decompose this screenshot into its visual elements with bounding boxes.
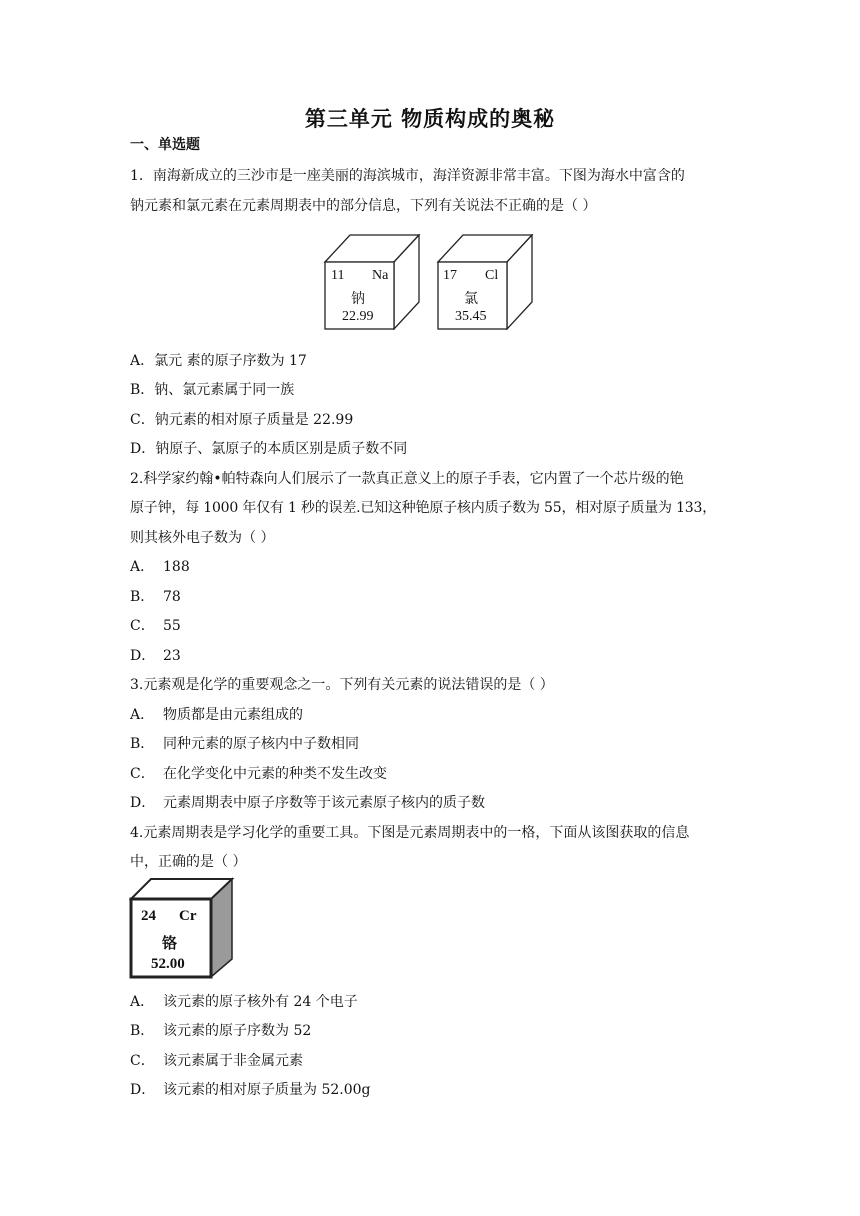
option-letter: A． xyxy=(130,353,155,369)
q1-option-c xyxy=(130,409,353,429)
option-letter: D． xyxy=(130,795,156,811)
option-text: 该元素属于非金属元素 xyxy=(163,1053,303,1069)
option-letter: A． xyxy=(130,559,155,575)
option-letter: A． xyxy=(130,994,155,1010)
na-name: 钠 xyxy=(351,291,365,307)
option-text: 物质都是由元素组成的 xyxy=(163,707,303,723)
option-letter: B． xyxy=(130,382,155,398)
element-cell-cl xyxy=(435,234,535,330)
q4-option-a xyxy=(130,991,358,1011)
q3-stem-line1: 3.元素观是化学的重要观念之一。下列有关元素的说法错误的是（ ） xyxy=(130,677,554,693)
q2-option-d xyxy=(130,645,181,665)
option-text: 钠原子、氯原子的本质区别是质子数不同 xyxy=(155,441,408,457)
option-text: 钠元素的相对原子质量是 22.99 xyxy=(154,412,354,428)
option-letter: B． xyxy=(130,736,155,752)
option-text: 同种元素的原子核内中子数相同 xyxy=(163,736,359,752)
option-letter: B． xyxy=(130,1023,155,1039)
q1-option-b xyxy=(130,379,294,399)
cl-number: 17 xyxy=(443,268,457,283)
option-text: 78 xyxy=(163,589,181,605)
option-text: 元素周期表中原子序数等于该元素原子核内的质子数 xyxy=(163,795,485,811)
element-cell-cr xyxy=(129,877,235,979)
option-text: 氯元 素的原子序数为 17 xyxy=(154,353,307,369)
q3-option-d xyxy=(130,792,485,812)
q4-option-c xyxy=(130,1050,303,1070)
q3-option-a xyxy=(130,704,303,724)
option-text: 该元素的原子核外有 24 个电子 xyxy=(163,994,358,1010)
option-text: 55 xyxy=(163,618,181,634)
option-letter: D． xyxy=(130,1082,156,1098)
na-number: 11 xyxy=(331,268,345,283)
q1-option-a xyxy=(130,350,307,370)
option-letter: B． xyxy=(130,589,155,605)
cr-mass: 52.00 xyxy=(151,956,185,972)
element-cell-na xyxy=(322,234,422,330)
option-text: 该元素的相对原子质量为 52.00g xyxy=(163,1082,371,1098)
option-text: 在化学变化中元素的种类不发生改变 xyxy=(163,766,387,782)
q4-stem-line2: 中，正确的是（ ） xyxy=(130,854,247,870)
option-letter: C． xyxy=(130,412,155,428)
q1-stem-line2: 钠元素和氯元素在元素周期表中的部分信息，下列有关说法不正确的是（ ） xyxy=(130,198,597,214)
q2-option-c xyxy=(130,615,181,635)
q2-stem-line1: 2.科学家约翰•帕特森向人们展示了一款真正意义上的原子手表，它内置了一个芯片级的铯 xyxy=(130,471,684,487)
option-text: 该元素的原子序数为 52 xyxy=(163,1023,312,1039)
option-letter: C． xyxy=(130,766,155,782)
cr-number: 24 xyxy=(141,908,156,924)
q4-option-d xyxy=(130,1079,371,1099)
page-title: 第三单元 物质构成的奥秘 xyxy=(304,107,556,131)
q3-option-c xyxy=(130,763,387,783)
cl-symbol: Cl xyxy=(485,268,499,283)
q3-option-b xyxy=(130,733,359,753)
q4-stem-line1: 4.元素周期表是学习化学的重要工具。下图是元素周期表中的一格，下面从该图获取的信息 xyxy=(130,825,690,841)
q2-stem-line2: 原子钟，每 1000 年仅有 1 秒的误差.已知这种铯原子核内质子数为 55，相对原子质量为 133， xyxy=(130,500,717,516)
cl-mass: 35.45 xyxy=(455,309,487,324)
option-text: 钠、氯元素属于同一族 xyxy=(154,382,295,398)
option-letter: C． xyxy=(130,618,155,634)
cr-name: 铬 xyxy=(162,934,178,952)
cr-symbol: Cr xyxy=(179,908,197,924)
option-letter: D． xyxy=(130,648,156,664)
option-letter: D． xyxy=(130,441,156,457)
option-letter: C． xyxy=(130,1053,155,1069)
na-symbol: Na xyxy=(372,268,389,283)
option-text: 188 xyxy=(163,559,190,575)
section-heading: 一、单选题 xyxy=(130,137,200,153)
na-mass: 22.99 xyxy=(342,309,374,324)
q2-stem-line3: 则其核外电子数为（ ） xyxy=(130,530,275,546)
q2-option-a xyxy=(130,556,190,576)
cl-name: 氯 xyxy=(464,291,478,307)
q1-stem-line1: 1．南海新成立的三沙市是一座美丽的海滨城市，海洋资源非常丰富。下图为海水中富含的 xyxy=(130,168,685,184)
option-text: 23 xyxy=(163,648,181,664)
option-letter: A． xyxy=(130,707,155,723)
q2-option-b xyxy=(130,586,181,606)
q1-option-d xyxy=(130,438,407,458)
q4-option-b xyxy=(130,1020,311,1040)
